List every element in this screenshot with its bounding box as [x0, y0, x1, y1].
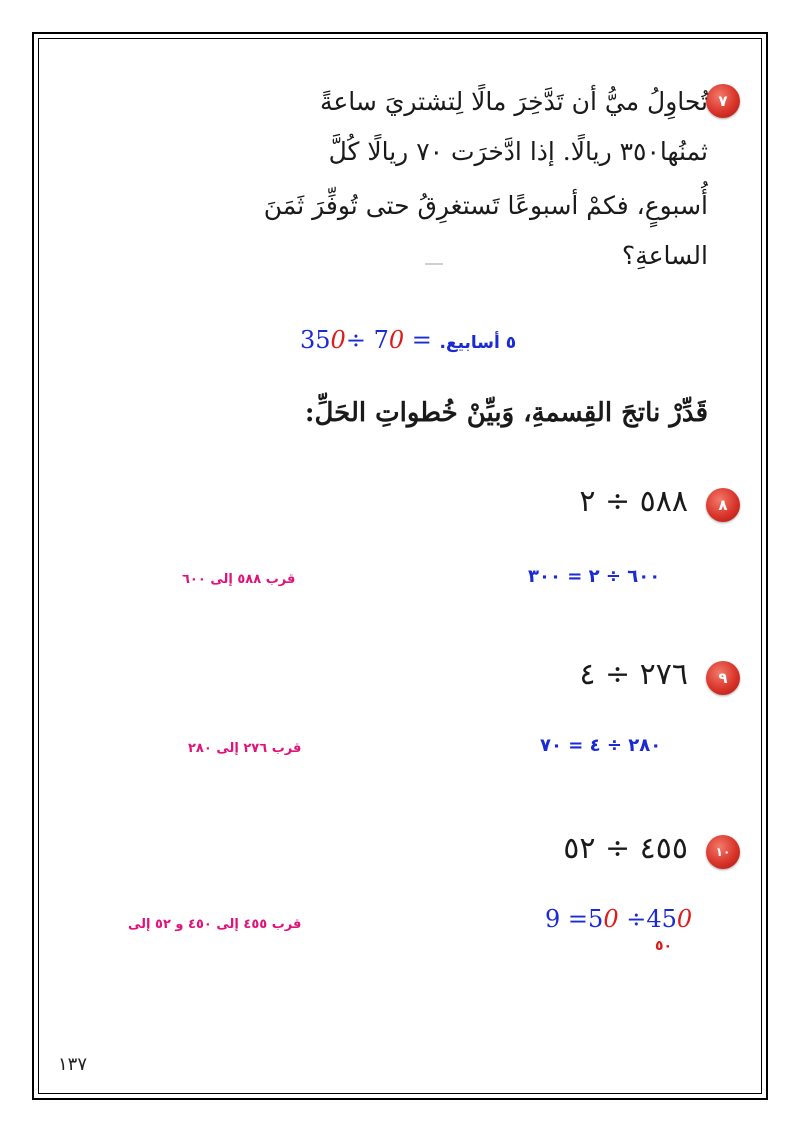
answer-10-eq: = — [567, 905, 589, 933]
question-7-answer — [300, 326, 516, 354]
answer-7-eq: = — [411, 326, 432, 354]
answer-7-result-word: ٥ أسابيع. — [439, 333, 517, 353]
question-8-number: ٨ — [718, 496, 728, 514]
answer-7-dividend: 35 — [300, 326, 331, 354]
answer-10-op: ÷ — [626, 905, 647, 933]
question-9-number: ٩ — [718, 669, 728, 687]
page-number: ١٣٧ — [58, 1054, 88, 1075]
question-7-badge — [706, 84, 740, 118]
question-8-badge — [706, 488, 740, 522]
question-7-line-2: ثمنُها٣٥٠ ريالًا. إذا ادَّخرَت ٧٠ ريالًا كُلَّ — [328, 137, 708, 166]
answer-7-dividend-crossed-zero: 0 — [330, 326, 346, 354]
question-9-badge — [706, 661, 740, 695]
question-10-number: ١٠ — [715, 845, 731, 859]
question-10-answer — [545, 905, 692, 933]
question-9-answer: ٢٨٠ ÷ ٤ = ٧٠ — [540, 735, 662, 756]
question-8-note: قرب ٥٨٨ إلى ٦٠٠ — [182, 572, 296, 587]
question-10-note: قرب ٤٥٥ إلى ٤٥٠ و ٥٢ إلى — [128, 917, 302, 932]
question-7-line-3: أُسبوعٍ، فكمْ أسبوعًا تَستغرِقُ حتى تُوفِّرَ ثَمَنَ — [263, 191, 708, 220]
answer-7-op: ÷ — [345, 326, 366, 354]
scan-mark — [425, 263, 443, 265]
question-8-problem: ٥٨٨ ÷ ٢ — [579, 484, 688, 519]
answer-10-dividend-crossed-zero: 0 — [676, 905, 693, 933]
answer-10-result: 9 — [545, 905, 561, 933]
question-10-problem: ٤٥٥ ÷ ٥٢ — [563, 831, 688, 866]
answer-10-divisor: 5 — [588, 905, 604, 933]
question-9-note: قرب ٢٧٦ إلى ٢٨٠ — [188, 741, 302, 756]
section-heading: قَدِّرْ ناتجَ القِسمةِ، وَبيِّنْ خُطواتِ الحَلِّ: — [304, 398, 708, 428]
answer-10-divisor-crossed-zero: 0 — [603, 905, 619, 933]
question-7-line-4: الساعةِ؟ — [621, 241, 708, 270]
question-9-problem: ٢٧٦ ÷ ٤ — [579, 657, 688, 692]
question-7-number: ٧ — [718, 92, 728, 110]
question-10-badge — [706, 835, 740, 869]
question-7-line-1: تُحاوِلُ ميُّ أن تَدَّخِرَ مالًا لِتشتريَ ساعةً — [319, 87, 708, 116]
answer-7-divisor-crossed-zero: 0 — [388, 326, 405, 354]
question-8-answer: ٦٠٠ ÷ ٢ = ٣٠٠ — [528, 566, 661, 587]
answer-7-divisor: 7 — [373, 326, 389, 354]
answer-10-subnote: ٥٠ — [655, 938, 673, 954]
answer-10-dividend: 45 — [646, 905, 677, 933]
